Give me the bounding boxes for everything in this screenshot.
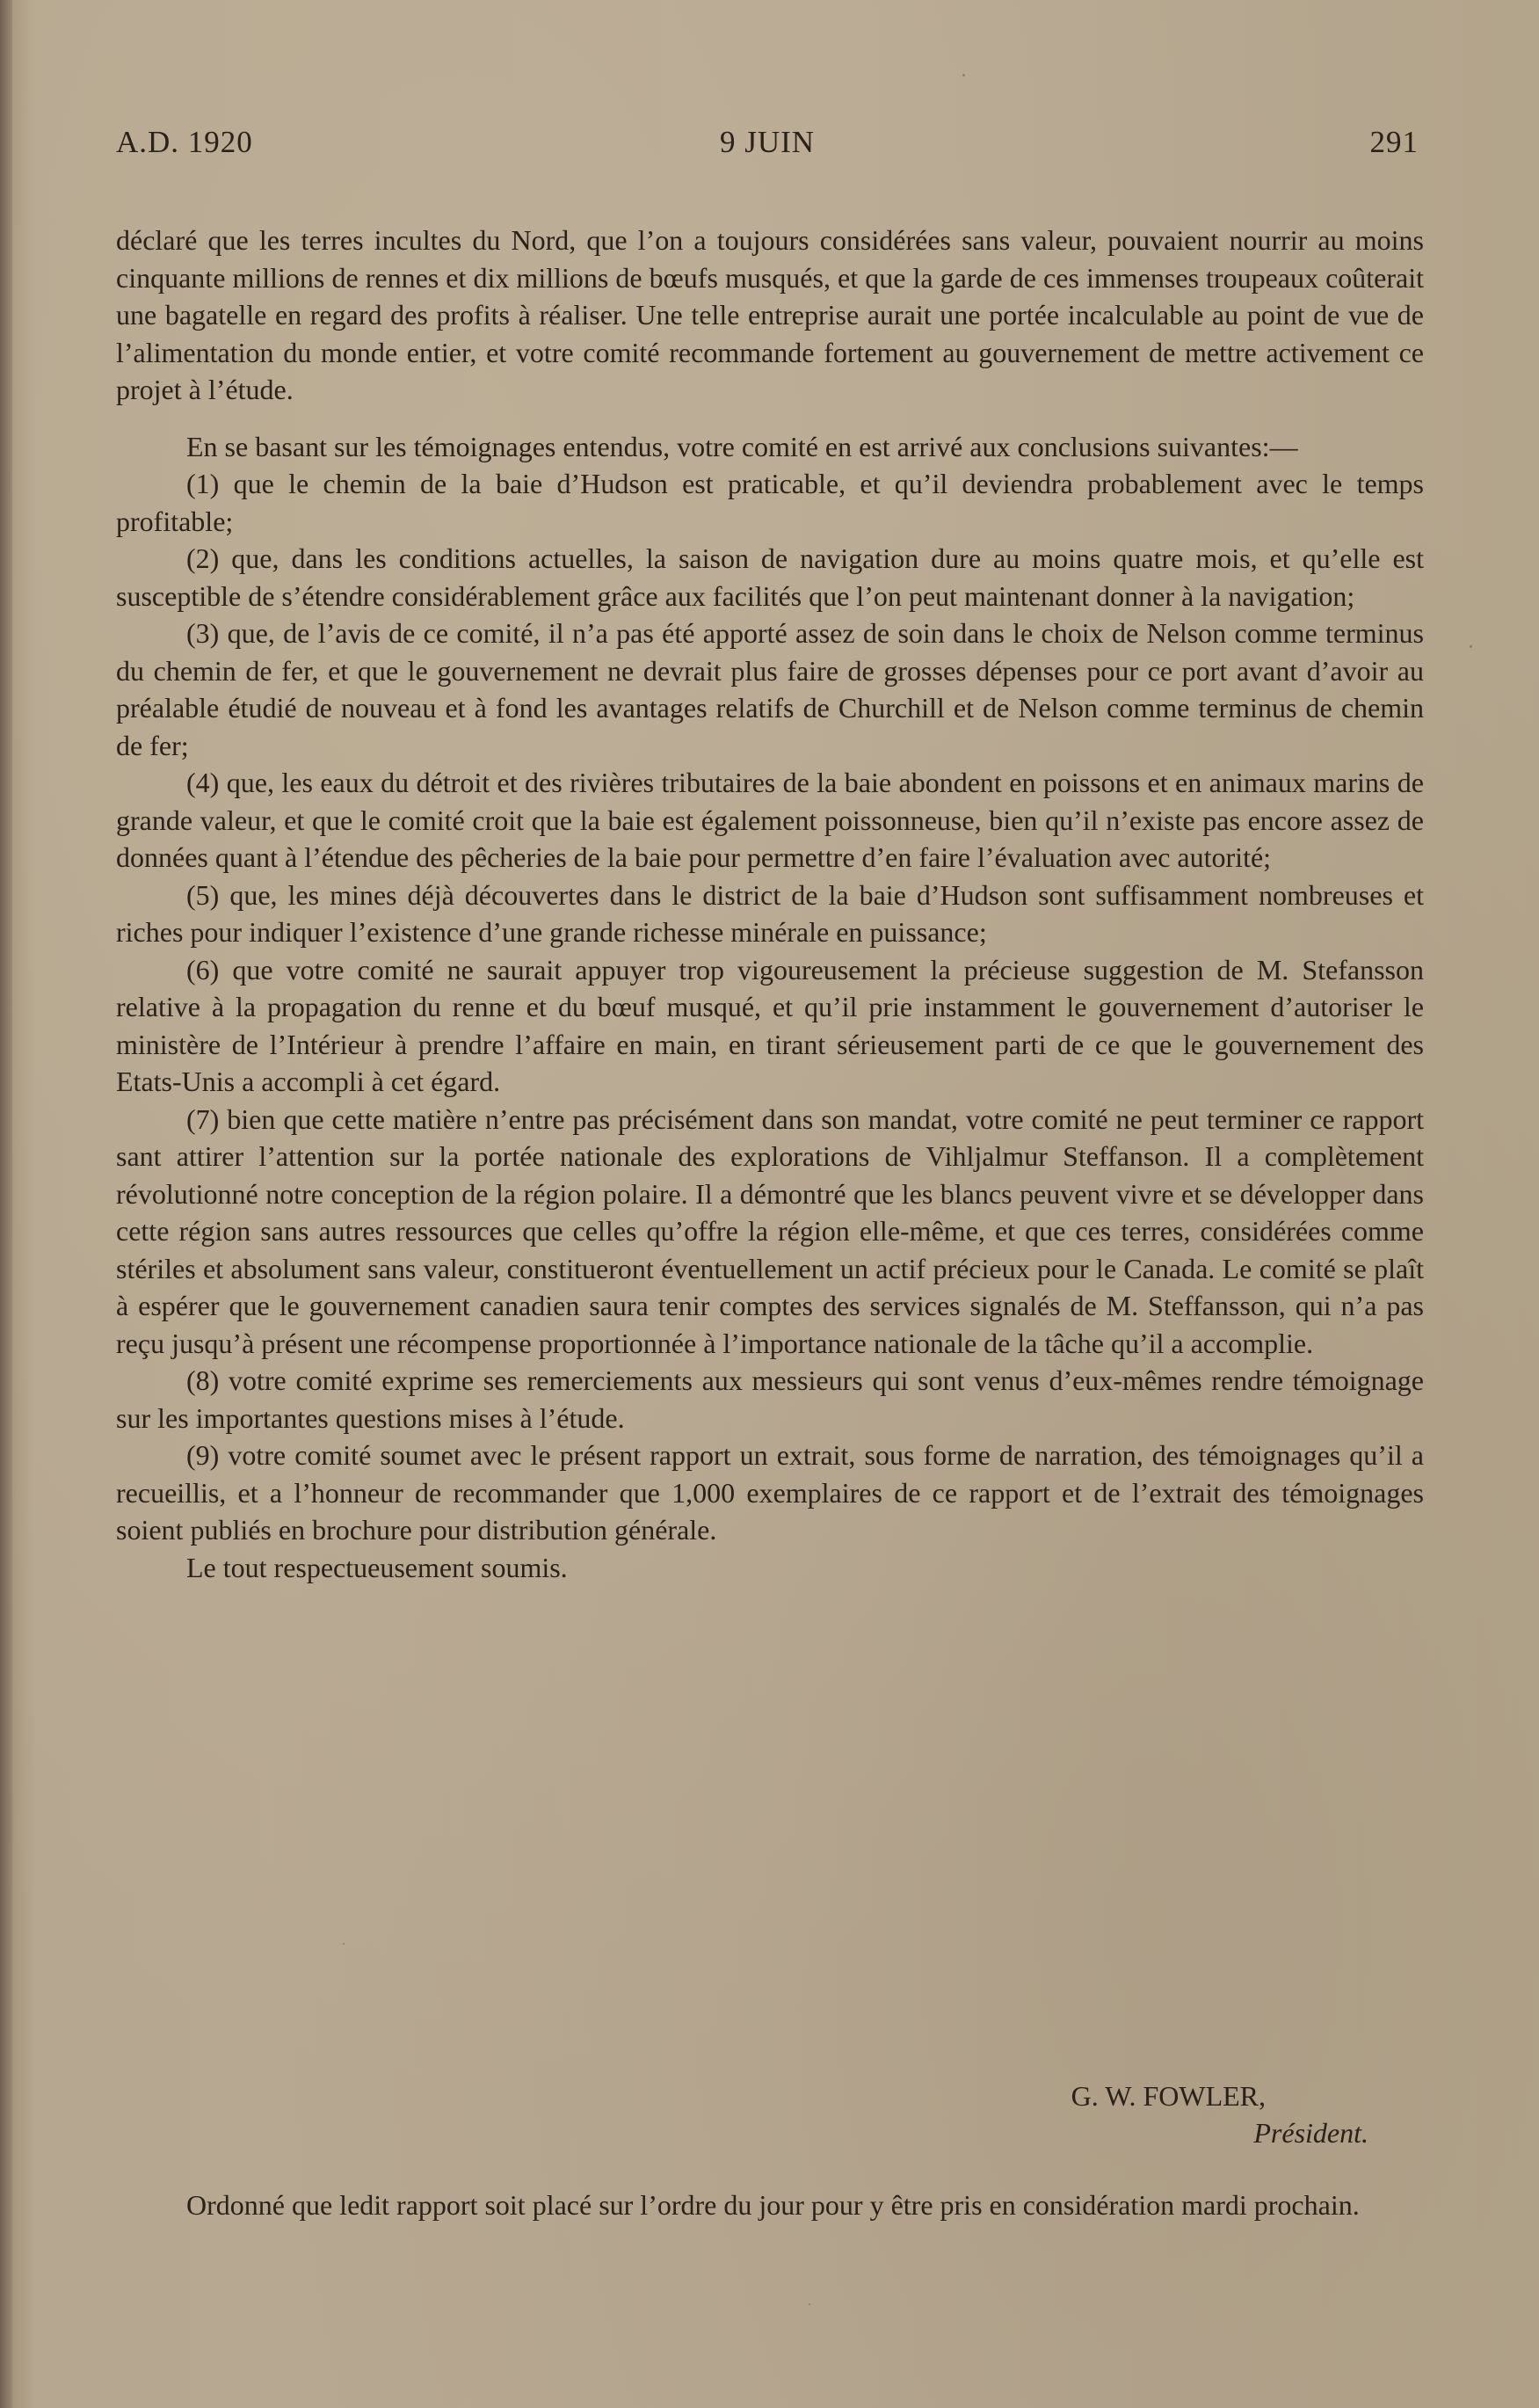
conclusion-item-5: (5) que, les mines déjà découvertes dans le district de la baie d’Hudson sont suffisamment nombreuses et riches pour indiquer l’existence d’une grande richesse minérale en puissance; [116,878,1424,948]
conclusion-item-4: (4) que, les eaux du détroit et des rivières tributaires de la baie abondent en poissons et en animaux marins de grande valeur, et que le comité croit que la baie est également poissonneuse, bien qu’il n’existe pas encore assez de données quant à l’étendue des pêcheries de la baie pour permettre d’en faire l’évaluation avec autorité; [116,767,1424,873]
page-spine-shadow [0,0,12,2408]
header-year: A.D. 1920 [116,125,253,159]
header-date: 9 JUIN [719,125,816,159]
paper-speck [343,1943,345,1945]
conclusion-item-9: (9) votre comité soumet avec le présent rapport un extrait, sous forme de narration, des témoignages qu’il a recueillis, et a l’honneur de recommander que 1,000 exemplaires de ce rapport et de l’extrait des témoignages soient publiés en brochure pour distribution générale. [116,1439,1424,1546]
signature-block [116,2077,1371,2151]
closing-line: Le tout respectueusement soumis. [186,1551,568,1583]
conclusion-item-3: (3) que, de l’avis de ce comité, il n’a pas été apporté assez de soin dans le choix de Nelson comme terminus du chemin de fer, et que le gouvernement ne devrait plus faire de grosses dépenses pour ce port avant d’avoir au préalable étudié de nouveau et à fond les avantages relatifs de Churchill et de Nelson comme terminus de chemin de fer; [116,617,1424,761]
conclusion-item-2: (2) que, dans les conditions actuelles, la saison de navigation dure au moins quatre mois, et qu’elle est susceptible de s’étendre considérablement grâce aux facilités que l’on peut maintenant donner à la navigation; [116,542,1424,612]
report-body [116,222,1424,1586]
conclusion-item-6: (6) que votre comité ne saurait appuyer trop vigoureusement la précieuse suggestion de M. Stefansson relative à la propagation du renne et du bœuf musqué, et qu’il prie instamment le gouvernement d’autoriser le ministère de l’Intérieur à prendre l’affaire en main, en tirant sérieusement parti de ce que le gouvernement des Etats-Unis a accompli à cet égard. [116,953,1424,1097]
signatory-name: G. W. FOWLER, [1071,2080,1266,2112]
running-header [116,125,1419,169]
signatory-title: Président. [1253,2117,1368,2149]
page-number: 291 [1369,125,1419,159]
conclusion-item-7: (7) bien que cette matière n’entre pas précisément dans son mandat, votre comité ne peut terminer ce rapport sant attirer l’attention sur la portée nationale des explorations de Vihljalmur Steffanson. Il a complètement révolutionné notre conception de la région polaire. Il a démontré que les blancs peuvent vivre et se développer dans cette région sans autres ressources que celles qu’offre la région elle-même, et que ces terres, considérées comme stériles et absolument sans valeur, constitueront éventuellement un actif précieux pour le Canada. Le comité se plaît à espérer que le gouvernement canadien saura tenir comptes des services signalés de M. Steffansson, qui n’a pas reçu jusqu’à présent une récompense proportionnée à l’importance nationale de la tâche qu’il a accomplie. [116,1102,1424,1359]
paragraph-continuation: déclaré que les terres incultes du Nord, que l’on a toujours considérées sans valeur, pouvaient nourrir au moins cinquante millions de rennes et dix millions de bœufs musqués, et que la garde de ces immenses troupeaux coûterait une bagatelle en regard des profits à réaliser. Une telle entreprise aurait une portée incalculable au point de vue de l’alimentation du monde entier, et votre comité recommande fortement au gouvernement de mettre activement ce projet à l’étude. [116,224,1424,405]
paper-speck [962,74,965,76]
paper-speck [1470,645,1472,648]
conclusion-item-8: (8) votre comité exprime ses remerciements aux messieurs qui sont venus d’eux-mêmes rendre témoignage sur les importantes questions mises à l’étude. [116,1364,1424,1434]
paragraph-conclusions-intro: En se basant sur les témoignages entendus, votre comité en est arrivé aux conclusions suivantes:— [186,430,1298,462]
conclusion-item-1: (1) que le chemin de la baie d’Hudson est praticable, et qu’il deviendra probablement avec le temps profitable; [116,468,1424,537]
paper-speck [809,2303,810,2305]
order-paragraph: Ordonné que ledit rapport soit placé sur l’ordre du jour pour y être pris en considération mardi prochain. [186,2189,1360,2221]
